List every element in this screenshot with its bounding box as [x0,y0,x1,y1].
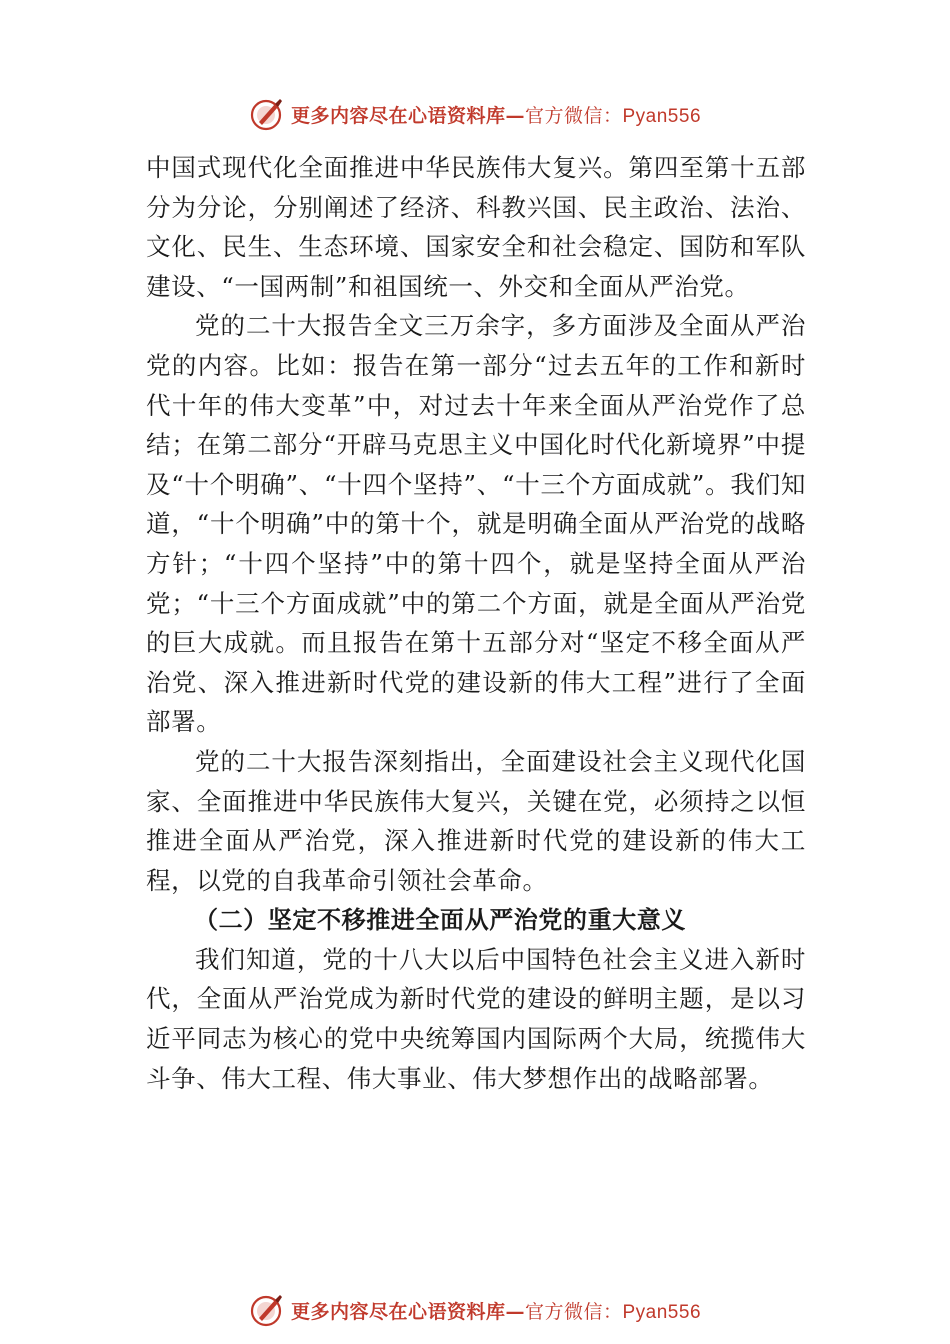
section-subheading: （二）坚定不移推进全面从严治党的重大意义 [194,905,686,935]
footer-banner-text [291,1297,701,1324]
header-banner-main: 更多内容尽在心语资料库 [290,104,506,127]
footer-banner-main: 更多内容尽在心语资料库 [290,1300,506,1323]
paragraph: 我们知道，党的十八大以后中国特色社会主义进入新时代，全面从严治党成为新时代党的建设的鲜明主题，是以习近平同志为核心的党中央统筹国内国际两个大局，统揽伟大斗争、伟大工程、伟大事业、伟大梦想作出的战略部署。 [146,944,806,1093]
paragraph: 党的二十大报告全文三万余字，多方面涉及全面从严治党的内容。比如：报告在第一部分“过去五年的工作和新时代十年的伟大变革”中，对过去十年来全面从严治党作了总结；在第二部分“开辟马克思主义中国化时代化新境界”中提及“十个明确”、“十四个坚持”、“十三个方面成就”。我们知道，“十个明确”中的第十个，就是明确全面从严治党的战略方针；“十四个坚持”中的第十四个，就是坚持全面从严治党；“十三个方面成就”中的第二个方面，就是全面从严治党的巨大成就。而且报告在第十五部分对“坚定不移全面从严治党、深入推进新时代党的建设新的伟大工程”进行了全面部署。 [146,311,806,737]
footer-banner-dash: — [505,1300,525,1323]
header-banner-dash: — [505,104,525,127]
header-banner-wechat: 官方微信：Pyan556 [525,105,702,127]
document-body [146,148,806,1098]
brush-logo-icon [249,96,285,132]
footer-banner [0,1290,950,1330]
brush-logo-icon [249,1292,285,1328]
footer-banner-wechat: 官方微信：Pyan556 [525,1301,702,1323]
header-banner [0,94,950,134]
paragraph: 党的二十大报告深刻指出，全面建设社会主义现代化国家、全面推进中华民族伟大复兴，关键在党，必须持之以恒推进全面从严治党，深入推进新时代党的建设新的伟大工程，以党的自我革命引领社会革命。 [146,746,806,895]
paragraph: 中国式现代化全面推进中华民族伟大复兴。第四至第十五部分为分论，分别阐述了经济、科教兴国、民主政治、法治、 文化、民生、生态环境、国家安全和社会稳定、国防和军队建设、“一国两制”和祖国统一、外交和全面从严治党。 [146,153,806,301]
header-banner-text [291,101,701,128]
